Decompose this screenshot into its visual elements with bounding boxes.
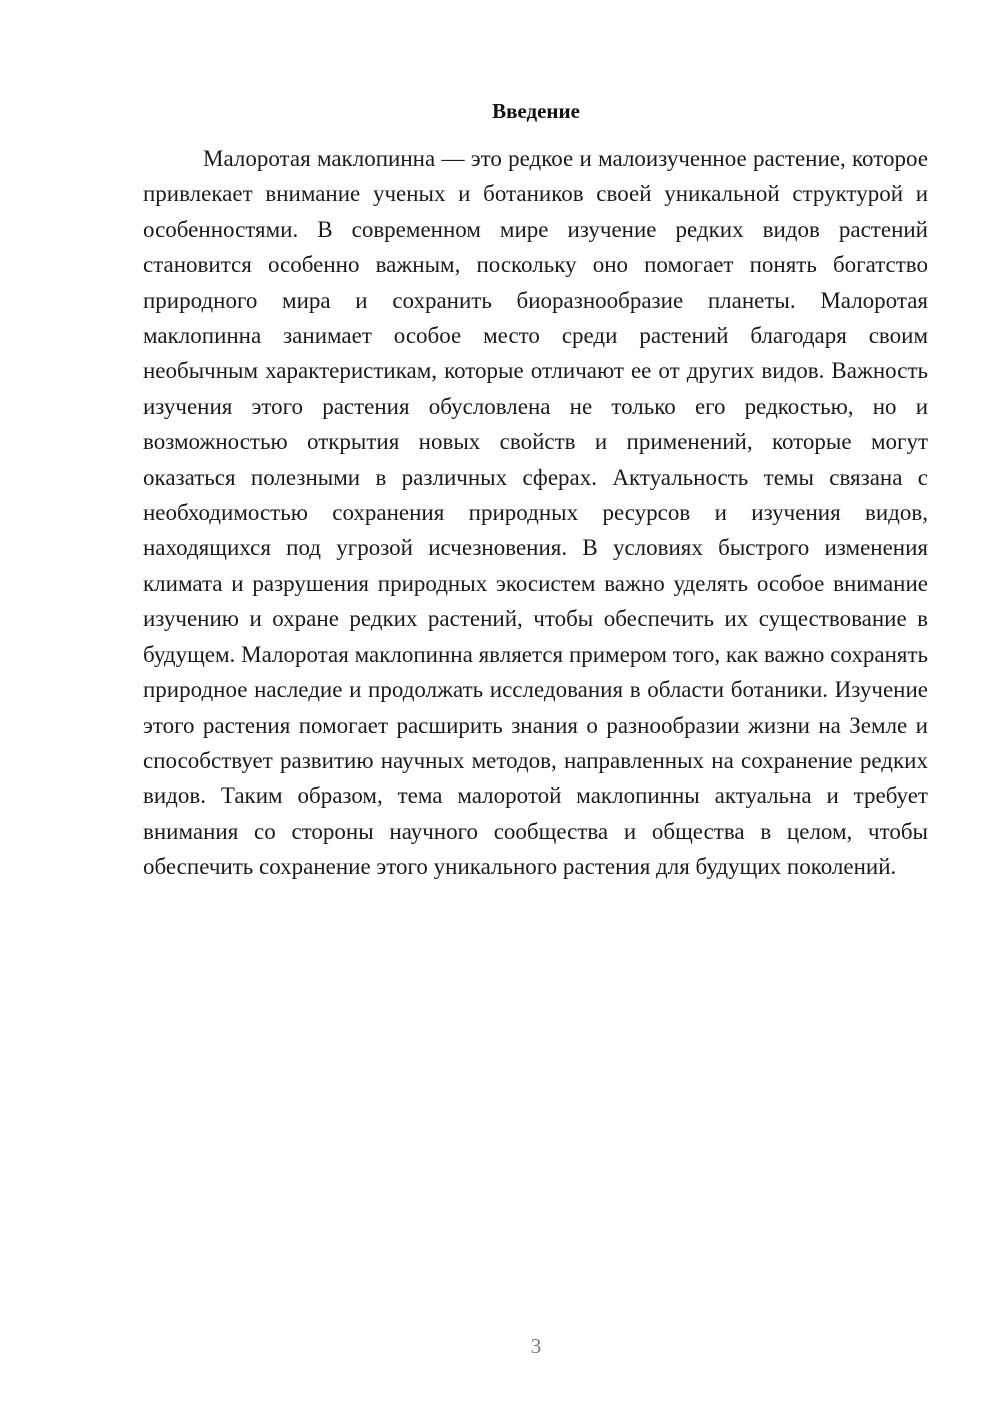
page-number: 3: [530, 1334, 542, 1358]
introduction-paragraph: Малоротая маклопинна — это редкое и малоизученное растение, которое привлекает внимание ученых и ботаников своей уникальной структурой и особенностями. В современном мире изучение редких видов растений становится особенно важным, поскольку оно помогает понять богатство природного мира и сохранить биоразнообразие планеты. Малоротая маклопинна занимает особое место среди растений благодаря своим необычным характеристикам, которые отличают ее от других видов. Важность изучения этого растения обусловлена не только его редкостью, но и возможностью открытия новых свойств и применений, которые могут оказаться полезными в различных сферах. Актуальность темы связана с необходимостью сохранения природных ресурсов и изучения видов, находящихся под угрозой исчезновения. В условиях быстрого изменения климата и разрушения природных экосистем важно уделять особое внимание изучению и охране редких растений, чтобы обеспечить их существование в будущем. Малоротая маклопинна является примером того, как важно сохранять природное наследие и продолжать исследования в области ботаники. Изучение этого растения помогает расширить знания о разнообразии жизни на Земле и способствует развитию научных методов, направленных на сохранение редких видов. Таким образом, тема малоротой маклопинны актуальна и требует внимания со стороны научного сообщества и общества в целом, чтобы обеспечить сохранение этого уникального растения для будущих поколений.: [143, 146, 928, 880]
section-heading: Введение: [492, 99, 580, 123]
